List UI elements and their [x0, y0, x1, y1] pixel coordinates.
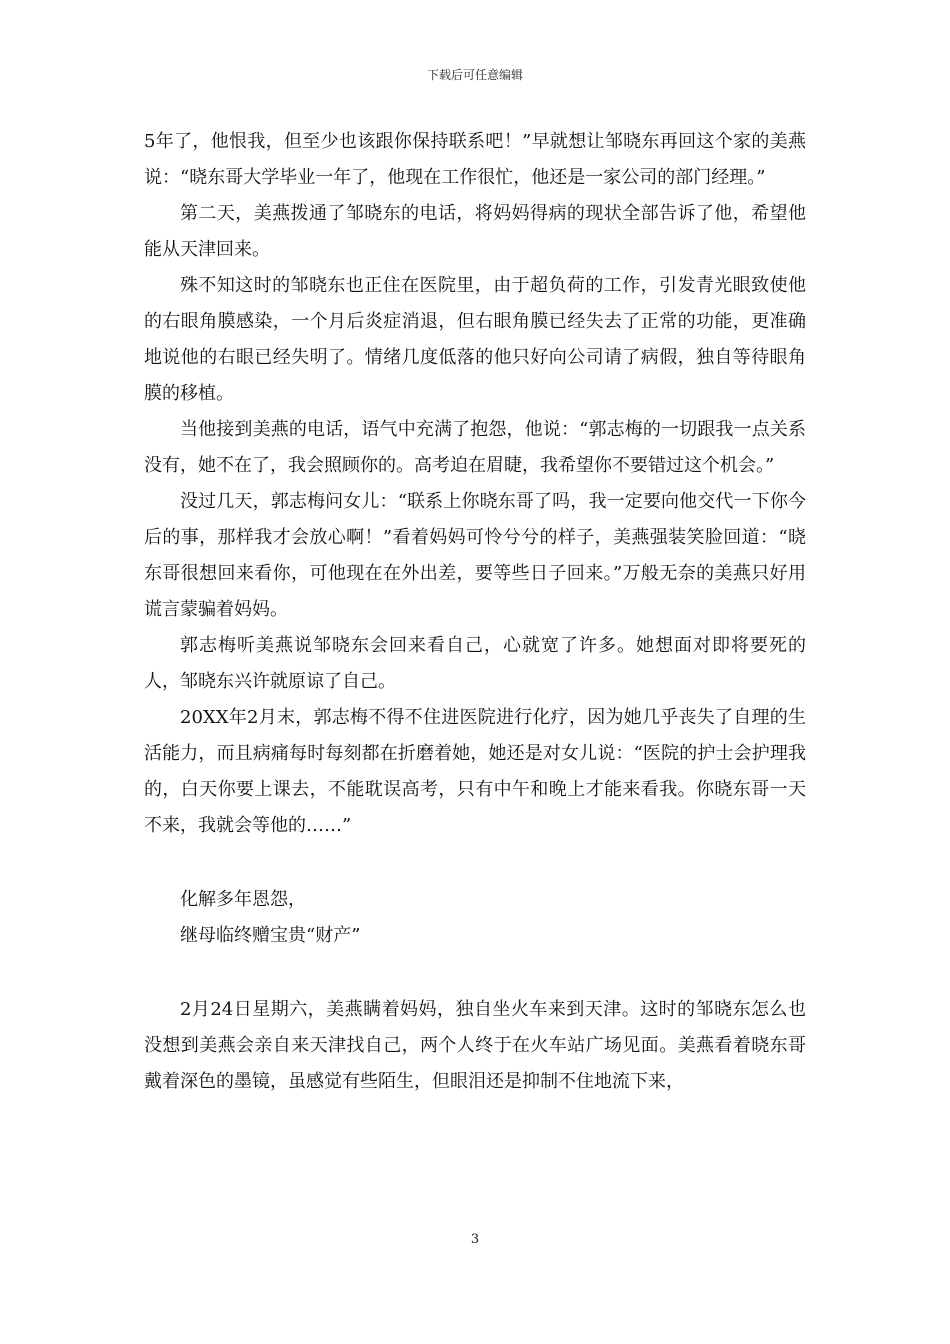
paragraph: 郭志梅听美燕说邹晓东会回来看自己，心就宽了许多。她想面对即将要死的人，邹晓东兴许就原谅了自己。: [144, 635, 806, 692]
section-heading-line-1: 化解多年恩怨，: [180, 889, 306, 910]
section-heading-line-2: 继母临终赠宝贵“财产”: [180, 925, 361, 946]
document-body: [144, 124, 806, 1100]
paragraph: 没过几天，郭志梅问女儿：“联系上你晓东哥了吗，我一定要向他交代一下你今后的事，那样我才会放心啊！”看着妈妈可怜兮兮的样子，美燕强装笑脸回道：“晓东哥很想回来看你，可他现在在外出差，要等些日子回来。”万般无奈的美燕只好用谎言蒙骗着妈妈。: [144, 491, 806, 620]
paragraph: 当他接到美燕的电话，语气中充满了抱怨，他说：“郭志梅的一切跟我一点关系没有，她不在了，我会照顾你的。高考迫在眉睫，我希望你不要错过这个机会。”: [144, 419, 806, 476]
paragraph: 第二天，美燕拨通了邹晓东的电话，将妈妈得病的现状全部告诉了他，希望他能从天津回来。: [144, 203, 806, 260]
section-heading: [144, 882, 806, 954]
page-header: 下载后可任意编辑: [426, 68, 523, 82]
paragraph: 殊不知这时的邹晓东也正住在医院里，由于超负荷的工作，引发青光眼致使他的右眼角膜感染，一个月后炎症消退，但右眼角膜已经失去了正常的功能，更准确地说他的右眼已经失明了。情绪几度低落的他只好向公司请了病假，独自等待眼角膜的移植。: [144, 275, 806, 404]
paragraph: 20XX年2月末，郭志梅不得不住进医院进行化疗，因为她几乎丧失了自理的生活能力，而且病痛每时每刻都在折磨着她，她还是对女儿说：“医院的护士会护理我的，白天你要上课去，不能耽误高考，只有中午和晚上才能来看我。你晓东哥一天不来，我就会等他的……”: [144, 707, 806, 836]
paragraph: 5年了，他恨我，但至少也该跟你保持联系吧！”早就想让邹晓东再回这个家的美燕说：“晓东哥大学毕业一年了，他现在工作很忙，他还是一家公司的部门经理。”: [144, 131, 806, 188]
page-number: 3: [470, 1232, 480, 1247]
paragraph: 2月24日星期六，美燕瞒着妈妈，独自坐火车来到天津。这时的邹晓东怎么也没想到美燕会亲自来天津找自己，两个人终于在火车站广场见面。美燕看着晓东哥戴着深色的墨镜，虽感觉有些陌生，但眼泪还是抑制不住地流下来，: [144, 999, 806, 1092]
